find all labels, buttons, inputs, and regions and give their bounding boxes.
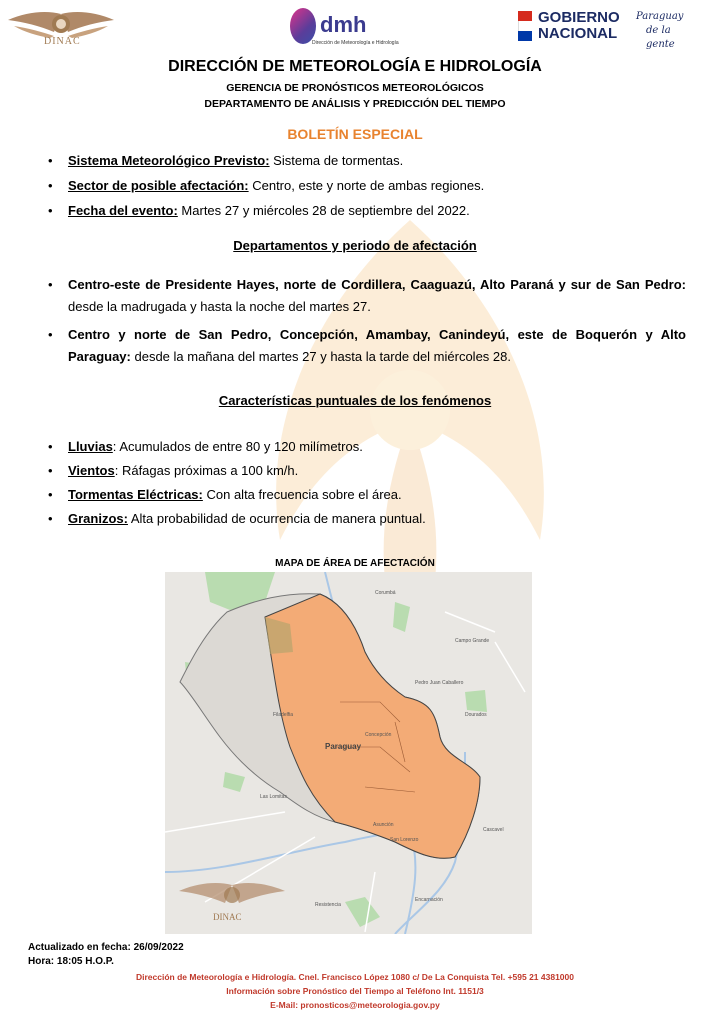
map-label-campo-grande: Campo Grande [455,638,490,644]
map-label-concepcion: Concepción [365,732,392,738]
gobierno-nacional-logo [518,8,698,48]
list-item: • Sector de posible afectación: Centro, este y norte de ambas regiones. [46,175,686,200]
dinac-map-watermark-icon [177,877,287,917]
summary-list [46,150,686,225]
dmh-logo-subtitle: Dirección de Meteorología e Hidrología [312,40,399,46]
footer-email[interactable]: E-Mail: pronosticos@meteorologia.gov.py [270,1000,440,1010]
list-item: • Centro y norte de San Pedro, Concepción, Amambay, Canindeyú, este de Boquerón y Alto Paraguay: desde la mañana del martes 27 y hasta la tarde del miércoles 28. [46,324,686,368]
map-label-asuncion: Asunción [373,822,394,828]
list-item: • Tormentas Eléctricas: Con alta frecuencia sobre el área. [46,484,686,508]
map-watermark-text: DINAC [213,912,242,922]
gob-script1: Paraguay [636,11,684,22]
list-item: • Granizos: Alta probabilidad de ocurrencia de manera puntual. [46,508,686,532]
paraguay-flag-icon [518,11,532,41]
list-item: • Sistema Meteorológico Previsto: Sistema de tormentas. [46,150,686,175]
map-country-label: Paraguay [325,742,362,751]
map-label-san-lorenzo: San Lorenzo [390,837,419,843]
map-label-filadelfia: Filadelfia [273,712,294,718]
list-item: • Lluvias: Acumulados de entre 80 y 120 milímetros. [46,436,686,460]
page-subtitle-2: DEPARTAMENTO DE ANÁLISIS Y PREDICCIÓN DEL TIEMPO [204,98,506,110]
dmh-storm-icon [290,8,316,44]
dmh-logo [290,6,420,50]
dinac-logo [6,6,116,52]
page-subtitle-1: GERENCIA DE PRONÓSTICOS METEOROLÓGICOS [226,82,484,94]
map-label-resistencia: Resistencia [315,902,341,908]
phenomena-list [46,436,686,532]
gob-line2: NACIONAL [538,25,618,42]
map-title: MAPA DE ÁREA DE AFECTACIÓN [275,558,435,569]
map-label-dourados: Dourados [465,712,487,718]
map-label-encarnacion: Encarnación [415,897,443,903]
map-label-pedro-juan: Pedro Juan Caballero [415,680,464,686]
updated-date: Actualizado en fecha: 26/09/2022 [28,942,184,953]
dinac-logo-text: DINAC [44,36,81,47]
updated-time: Hora: 18:05 H.O.P. [28,956,114,967]
list-item: • Fecha del evento: Martes 27 y miércoles 28 de septiembre del 2022. [46,200,686,225]
dmh-logo-text: dmh [320,12,367,37]
bulletin-title: BOLETÍN ESPECIAL [287,126,423,142]
list-item: • Centro-este de Presidente Hayes, norte de Cordillera, Caaguazú, Alto Paraná y sur de San Pedro: desde la madrugada y hasta la noche del martes 27. [46,274,686,318]
footer-address: Dirección de Meteorología e Hidrología. Cnel. Francisco López 1080 c/ De La Conquista Tel. +595 21 4381000 [136,972,574,982]
phenomena-heading: Características puntuales de los fenómenos [218,393,492,408]
map-label-las-lomitas: Las Lomitas [260,794,287,800]
departments-list [46,274,686,374]
gob-line1: GOBIERNO [538,9,620,26]
gob-script2: de la gente [646,25,675,50]
affected-area-map [165,572,532,934]
list-item: • Vientos: Ráfagas próximas a 100 km/h. [46,460,686,484]
departments-heading: Departamentos y periodo de afectación [233,238,477,253]
footer-info: Información sobre Pronóstico del Tiempo al Teléfono Int. 1151/3 [226,986,484,996]
page-title: DIRECCIÓN DE METEOROLOGÍA E HIDROLOGÍA [168,58,542,75]
map-label-cascavel: Cascavel [483,827,504,833]
map-label-corumba: Corumbá [375,590,396,596]
